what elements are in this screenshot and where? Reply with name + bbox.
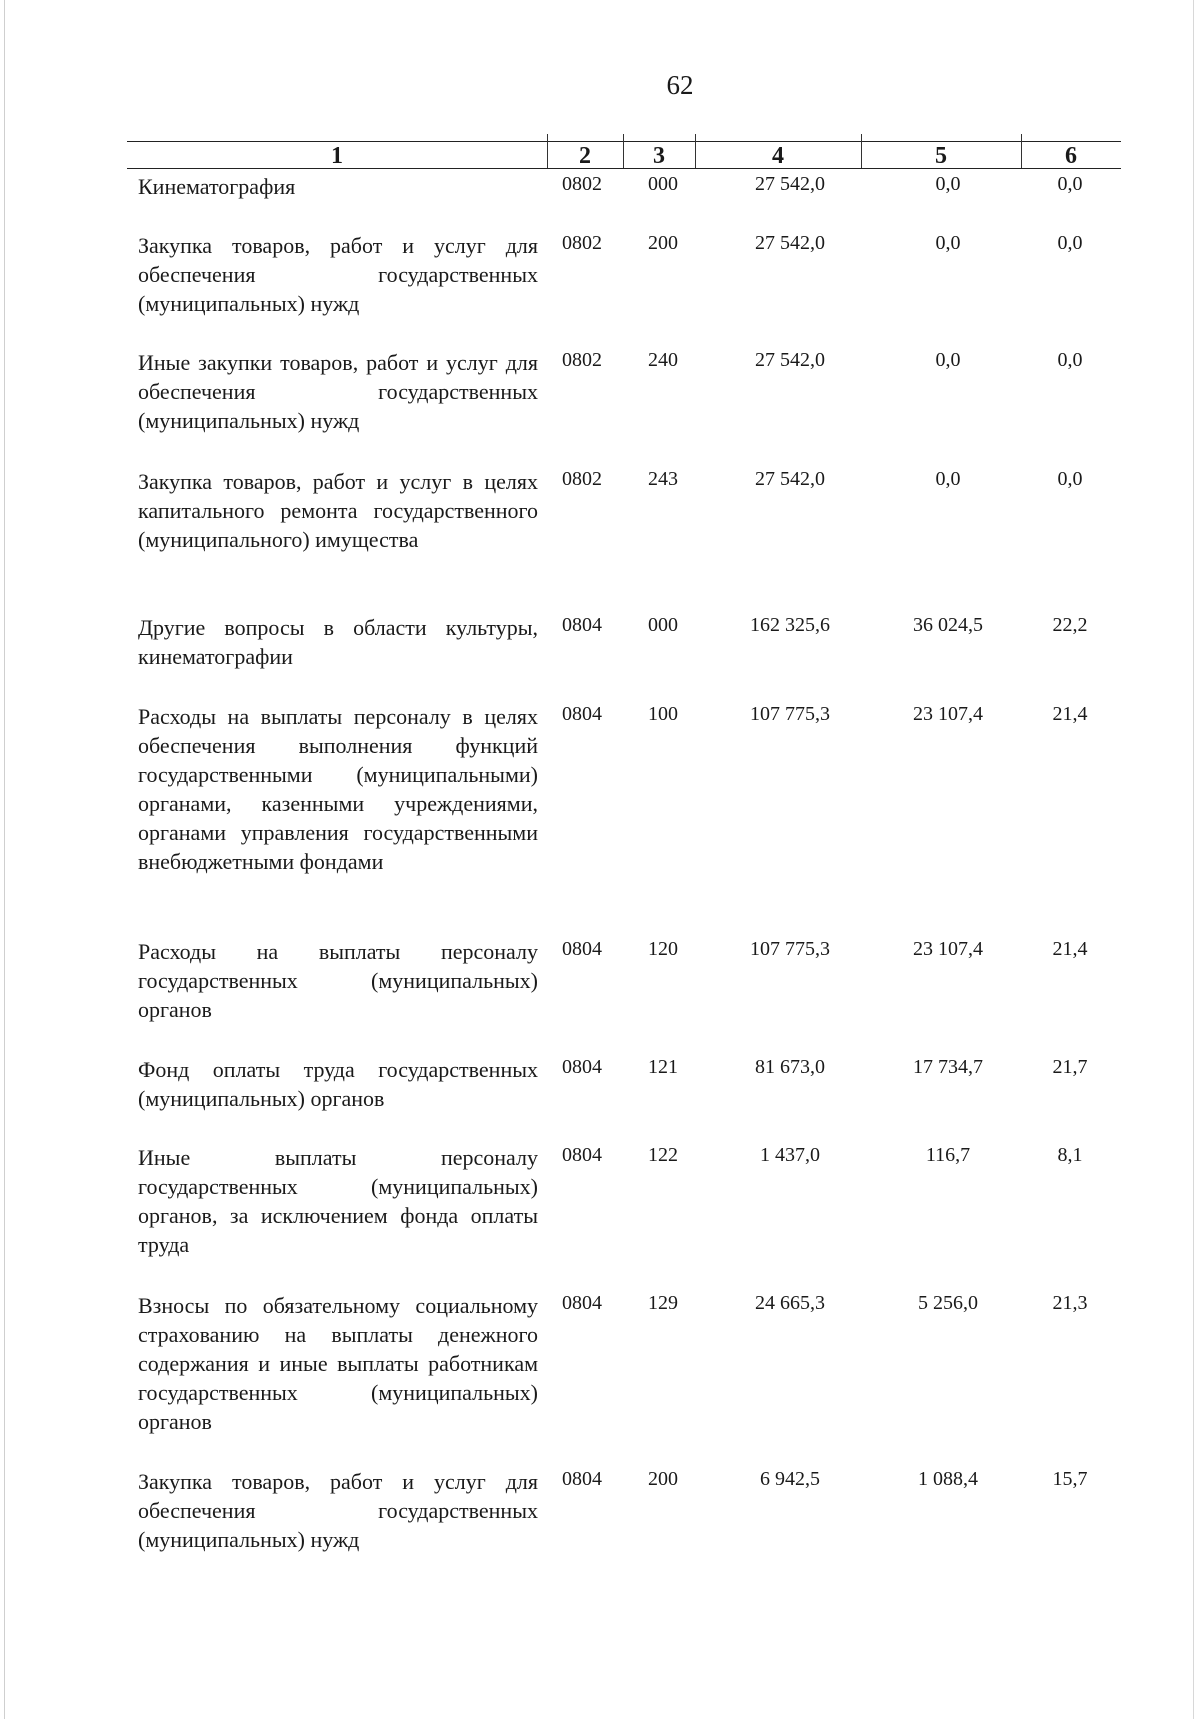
cell-expense-type: 121 xyxy=(648,1056,678,1078)
row-description: Расходы на выплаты персоналу в целях обеспечения выполнения функций государственными (муниципальными) органами, казенными учреждениями, органами управления государственными внебюджетными фондами xyxy=(138,704,538,874)
cell-percent: 21,4 xyxy=(1052,938,1088,960)
cell-actual-value: 5 256,0 xyxy=(918,1292,978,1314)
cell-expense-type: 243 xyxy=(648,468,678,490)
cell-section-code: 0804 xyxy=(562,1056,602,1078)
cell-expense-type: 200 xyxy=(648,1468,678,1490)
cell-actual-value: 36 024,5 xyxy=(913,614,983,636)
cell-plan-value: 6 942,5 xyxy=(760,1468,820,1490)
cell-actual-value: 0,0 xyxy=(935,468,961,490)
cell-plan-value: 27 542,0 xyxy=(755,173,825,195)
cell-section-code: 0802 xyxy=(562,349,602,371)
cell-plan-value: 107 775,3 xyxy=(750,703,830,725)
row-description: Расходы на выплаты персоналу государственных (муниципальных) органов xyxy=(138,939,538,1022)
cell-plan-value: 162 325,6 xyxy=(750,614,830,636)
row-description: Закупка товаров, работ и услуг для обеспечения государственных (муниципальных) нужд xyxy=(138,1469,538,1552)
cell-expense-type: 120 xyxy=(648,938,678,960)
header-col-5: 5 xyxy=(935,143,947,169)
scan-edge-line xyxy=(1193,0,1194,1719)
column-divider xyxy=(1021,134,1022,168)
header-col-1: 1 xyxy=(331,143,343,169)
cell-plan-value: 81 673,0 xyxy=(755,1056,825,1078)
cell-expense-type: 122 xyxy=(648,1144,678,1166)
row-description: Иные выплаты персоналу государственных (муниципальных) органов, за исключением фонда оплаты труда xyxy=(138,1145,538,1257)
header-col-4: 4 xyxy=(772,143,784,169)
cell-section-code: 0804 xyxy=(562,1292,602,1314)
cell-plan-value: 107 775,3 xyxy=(750,938,830,960)
cell-percent: 0,0 xyxy=(1057,173,1083,195)
row-description: Фонд оплаты труда государственных (муниципальных) органов xyxy=(138,1057,538,1111)
cell-percent: 0,0 xyxy=(1057,349,1083,371)
cell-percent: 15,7 xyxy=(1052,1468,1088,1490)
cell-percent: 22,2 xyxy=(1052,614,1088,636)
cell-percent: 21,3 xyxy=(1052,1292,1088,1314)
cell-plan-value: 1 437,0 xyxy=(760,1144,820,1166)
cell-section-code: 0802 xyxy=(562,173,602,195)
cell-section-code: 0802 xyxy=(562,232,602,254)
column-divider xyxy=(861,134,862,168)
table-header-bottom-rule xyxy=(127,168,1121,169)
row-description: Взносы по обязательному социальному страхованию на выплаты денежного содержания и иные выплаты работникам государственных (муниципальных) органов xyxy=(138,1293,538,1434)
cell-percent: 0,0 xyxy=(1057,468,1083,490)
cell-actual-value: 23 107,4 xyxy=(913,938,983,960)
cell-actual-value: 0,0 xyxy=(935,173,961,195)
cell-plan-value: 27 542,0 xyxy=(755,232,825,254)
row-description: Кинематография xyxy=(138,174,296,199)
cell-plan-value: 27 542,0 xyxy=(755,349,825,371)
page-number: 62 xyxy=(666,70,694,100)
cell-section-code: 0804 xyxy=(562,1144,602,1166)
cell-section-code: 0802 xyxy=(562,468,602,490)
cell-section-code: 0804 xyxy=(562,614,602,636)
cell-expense-type: 100 xyxy=(648,703,678,725)
cell-expense-type: 000 xyxy=(648,173,678,195)
cell-percent: 0,0 xyxy=(1057,232,1083,254)
row-description: Иные закупки товаров, работ и услуг для обеспечения государственных (муниципальных) нужд xyxy=(138,350,538,433)
cell-actual-value: 0,0 xyxy=(935,232,961,254)
cell-expense-type: 200 xyxy=(648,232,678,254)
cell-percent: 8,1 xyxy=(1057,1144,1083,1166)
header-col-3: 3 xyxy=(653,143,665,169)
cell-plan-value: 27 542,0 xyxy=(755,468,825,490)
cell-actual-value: 0,0 xyxy=(935,349,961,371)
cell-actual-value: 23 107,4 xyxy=(913,703,983,725)
header-col-2: 2 xyxy=(579,143,591,169)
cell-actual-value: 116,7 xyxy=(925,1144,971,1166)
cell-actual-value: 17 734,7 xyxy=(913,1056,983,1078)
column-divider xyxy=(623,134,624,168)
column-divider xyxy=(695,134,696,168)
row-description: Закупка товаров, работ и услуг для обеспечения государственных (муниципальных) нужд xyxy=(138,233,538,316)
cell-plan-value: 24 665,3 xyxy=(755,1292,825,1314)
column-divider xyxy=(547,134,548,168)
cell-percent: 21,7 xyxy=(1052,1056,1088,1078)
row-description: Другие вопросы в области культуры, кинематографии xyxy=(138,615,538,669)
cell-percent: 21,4 xyxy=(1052,703,1088,725)
cell-section-code: 0804 xyxy=(562,938,602,960)
table-header-row xyxy=(127,141,1121,167)
cell-expense-type: 000 xyxy=(648,614,678,636)
row-description: Закупка товаров, работ и услуг в целях капитального ремонта государственного (муниципального) имущества xyxy=(138,469,538,552)
cell-expense-type: 240 xyxy=(648,349,678,371)
cell-section-code: 0804 xyxy=(562,1468,602,1490)
header-col-6: 6 xyxy=(1065,143,1077,169)
cell-actual-value: 1 088,4 xyxy=(918,1468,978,1490)
cell-expense-type: 129 xyxy=(648,1292,678,1314)
scan-edge-line xyxy=(4,0,5,1719)
cell-section-code: 0804 xyxy=(562,703,602,725)
